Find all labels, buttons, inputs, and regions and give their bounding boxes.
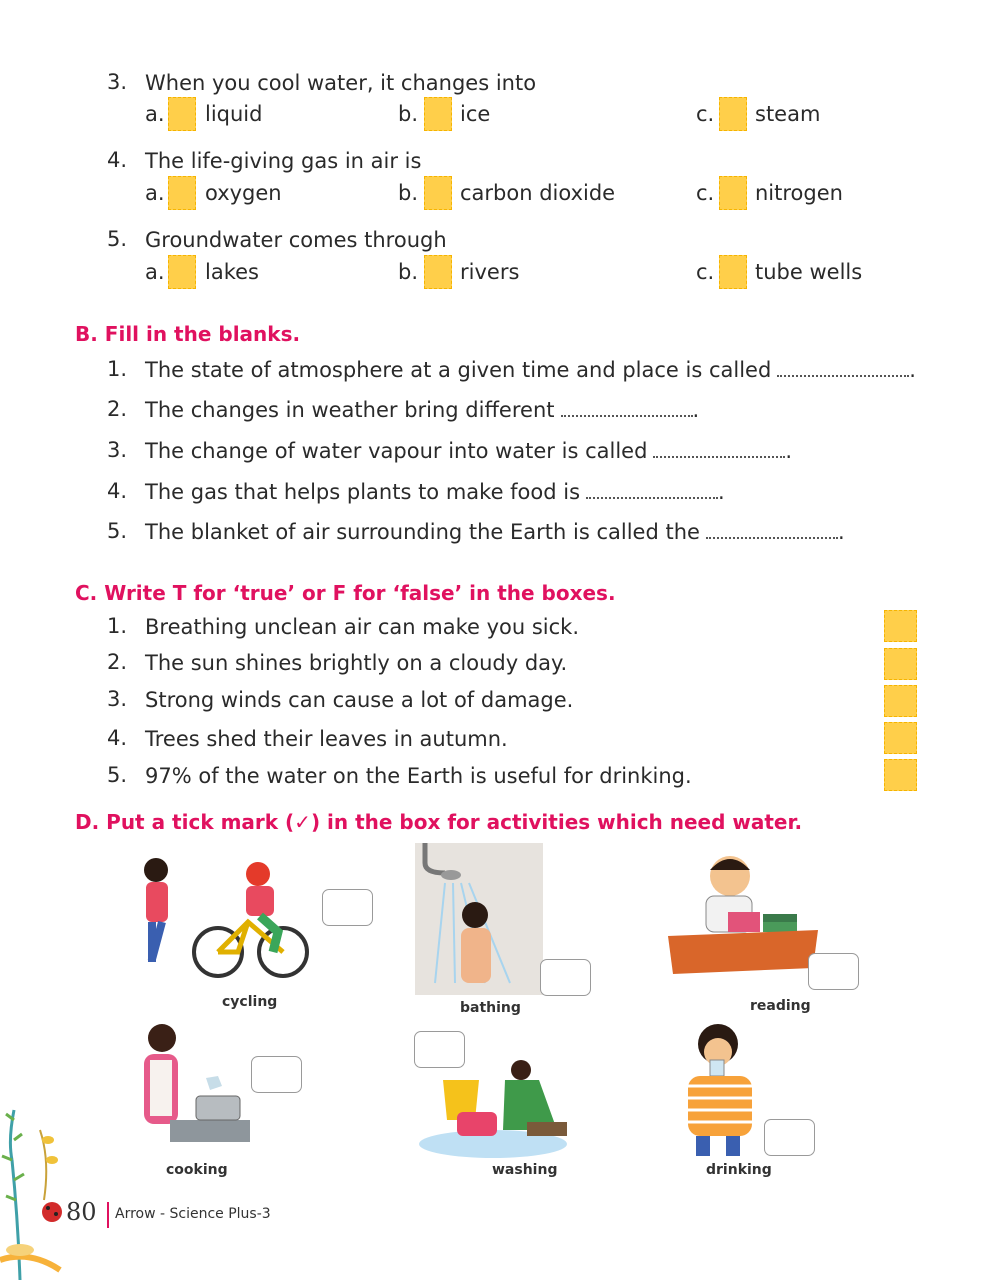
answer-box[interactable] xyxy=(424,176,452,210)
answer-box[interactable] xyxy=(168,255,196,289)
question-text: When you cool water, it changes into xyxy=(145,71,537,95)
blank-line[interactable] xyxy=(653,442,785,458)
option-letter: a. xyxy=(145,260,165,284)
item-number: 4. xyxy=(107,479,128,503)
option-letter: b. xyxy=(398,102,419,126)
item-number: 5. xyxy=(107,519,128,543)
item-number: 3. xyxy=(107,438,128,462)
book-title: Arrow - Science Plus-3 xyxy=(115,1206,271,1222)
fill-blank-item: The change of water vapour into water is called . xyxy=(145,439,793,463)
section-b-heading: B. Fill in the blanks. xyxy=(75,322,301,346)
page-number: 80 xyxy=(66,1198,97,1226)
question-text: The life-giving gas in air is xyxy=(145,149,422,173)
answer-box[interactable] xyxy=(719,255,747,289)
item-number: 1. xyxy=(107,614,128,638)
item-number: 4. xyxy=(107,726,128,750)
drinking-illustration xyxy=(674,1020,764,1160)
option-letter: b. xyxy=(398,260,419,284)
section-d-heading: D. Put a tick mark (✓) in the box for activities which need water. xyxy=(75,810,803,834)
statement-text: Trees shed their leaves in autumn. xyxy=(145,727,508,751)
item-text: The gas that helps plants to make food is xyxy=(145,480,581,504)
item-number: 5. xyxy=(107,763,128,787)
activity-caption: cooking xyxy=(166,1162,228,1178)
statement-text: The sun shines brightly on a cloudy day. xyxy=(145,651,568,675)
activity-caption: washing xyxy=(492,1162,558,1178)
blank-line[interactable] xyxy=(706,523,838,539)
reading-illustration xyxy=(668,850,818,990)
option-letter: c. xyxy=(696,181,715,205)
activity-caption: reading xyxy=(750,998,811,1014)
blank-line[interactable] xyxy=(586,483,718,499)
blank-line[interactable] xyxy=(777,361,909,377)
bathing-illustration xyxy=(415,843,543,995)
option-text: rivers xyxy=(460,260,520,284)
item-number: 2. xyxy=(107,650,128,674)
option-text: carbon dioxide xyxy=(460,181,616,205)
answer-box[interactable] xyxy=(168,176,196,210)
option-text: tube wells xyxy=(755,260,863,284)
tick-box-cycling[interactable] xyxy=(322,889,373,926)
answer-box[interactable] xyxy=(719,97,747,131)
fill-blank-item: The changes in weather bring different . xyxy=(145,398,700,422)
item-text: The state of atmosphere at a given time and place is called xyxy=(145,358,772,382)
statement-text: 97% of the water on the Earth is useful for drinking. xyxy=(145,764,692,788)
answer-box[interactable] xyxy=(424,97,452,131)
true-false-box[interactable] xyxy=(884,610,917,642)
option-text: ice xyxy=(460,102,491,126)
answer-box[interactable] xyxy=(719,176,747,210)
fill-blank-item: The blanket of air surrounding the Earth is called the . xyxy=(145,520,845,544)
section-c-heading: C. Write T for ‘true’ or F for ‘false’ in the boxes. xyxy=(75,581,616,605)
tick-box-bathing[interactable] xyxy=(540,959,591,996)
question-number: 4. xyxy=(107,148,128,172)
answer-box[interactable] xyxy=(168,97,196,131)
tick-box-reading[interactable] xyxy=(808,953,859,990)
item-number: 2. xyxy=(107,397,128,421)
option-text: nitrogen xyxy=(755,181,843,205)
fill-blank-item: The gas that helps plants to make food is . xyxy=(145,480,725,504)
washing-illustration xyxy=(417,1060,569,1160)
option-text: steam xyxy=(755,102,821,126)
question-text: Groundwater comes through xyxy=(145,228,447,252)
question-number: 5. xyxy=(107,227,128,251)
cooking-illustration xyxy=(126,1020,251,1155)
activity-caption: bathing xyxy=(460,1000,521,1016)
footer-divider xyxy=(107,1202,109,1228)
activity-caption: cycling xyxy=(222,994,278,1010)
item-text: The change of water vapour into water is called xyxy=(145,439,648,463)
floral-decoration-icon xyxy=(0,1100,70,1280)
true-false-box[interactable] xyxy=(884,685,917,717)
statement-text: Strong winds can cause a lot of damage. xyxy=(145,688,574,712)
activity-caption: drinking xyxy=(706,1162,772,1178)
option-letter: c. xyxy=(696,260,715,284)
true-false-box[interactable] xyxy=(884,722,917,754)
true-false-box[interactable] xyxy=(884,759,917,791)
item-text: The changes in weather bring different xyxy=(145,398,555,422)
option-letter: a. xyxy=(145,102,165,126)
option-letter: a. xyxy=(145,181,165,205)
item-number: 3. xyxy=(107,687,128,711)
option-letter: c. xyxy=(696,102,715,126)
option-text: lakes xyxy=(205,260,259,284)
question-number: 3. xyxy=(107,70,128,94)
fill-blank-item: The state of atmosphere at a given time and place is called . xyxy=(145,358,916,382)
true-false-box[interactable] xyxy=(884,648,917,680)
option-text: oxygen xyxy=(205,181,282,205)
option-letter: b. xyxy=(398,181,419,205)
option-text: liquid xyxy=(205,102,263,126)
answer-box[interactable] xyxy=(424,255,452,289)
item-text: The blanket of air surrounding the Earth is called the xyxy=(145,520,700,544)
cycling-illustration xyxy=(128,852,318,982)
statement-text: Breathing unclean air can make you sick. xyxy=(145,615,579,639)
tick-box-washing[interactable] xyxy=(414,1031,465,1068)
tick-box-drinking[interactable] xyxy=(764,1119,815,1156)
item-number: 1. xyxy=(107,357,128,381)
blank-line[interactable] xyxy=(561,401,693,417)
tick-box-cooking[interactable] xyxy=(251,1056,302,1093)
